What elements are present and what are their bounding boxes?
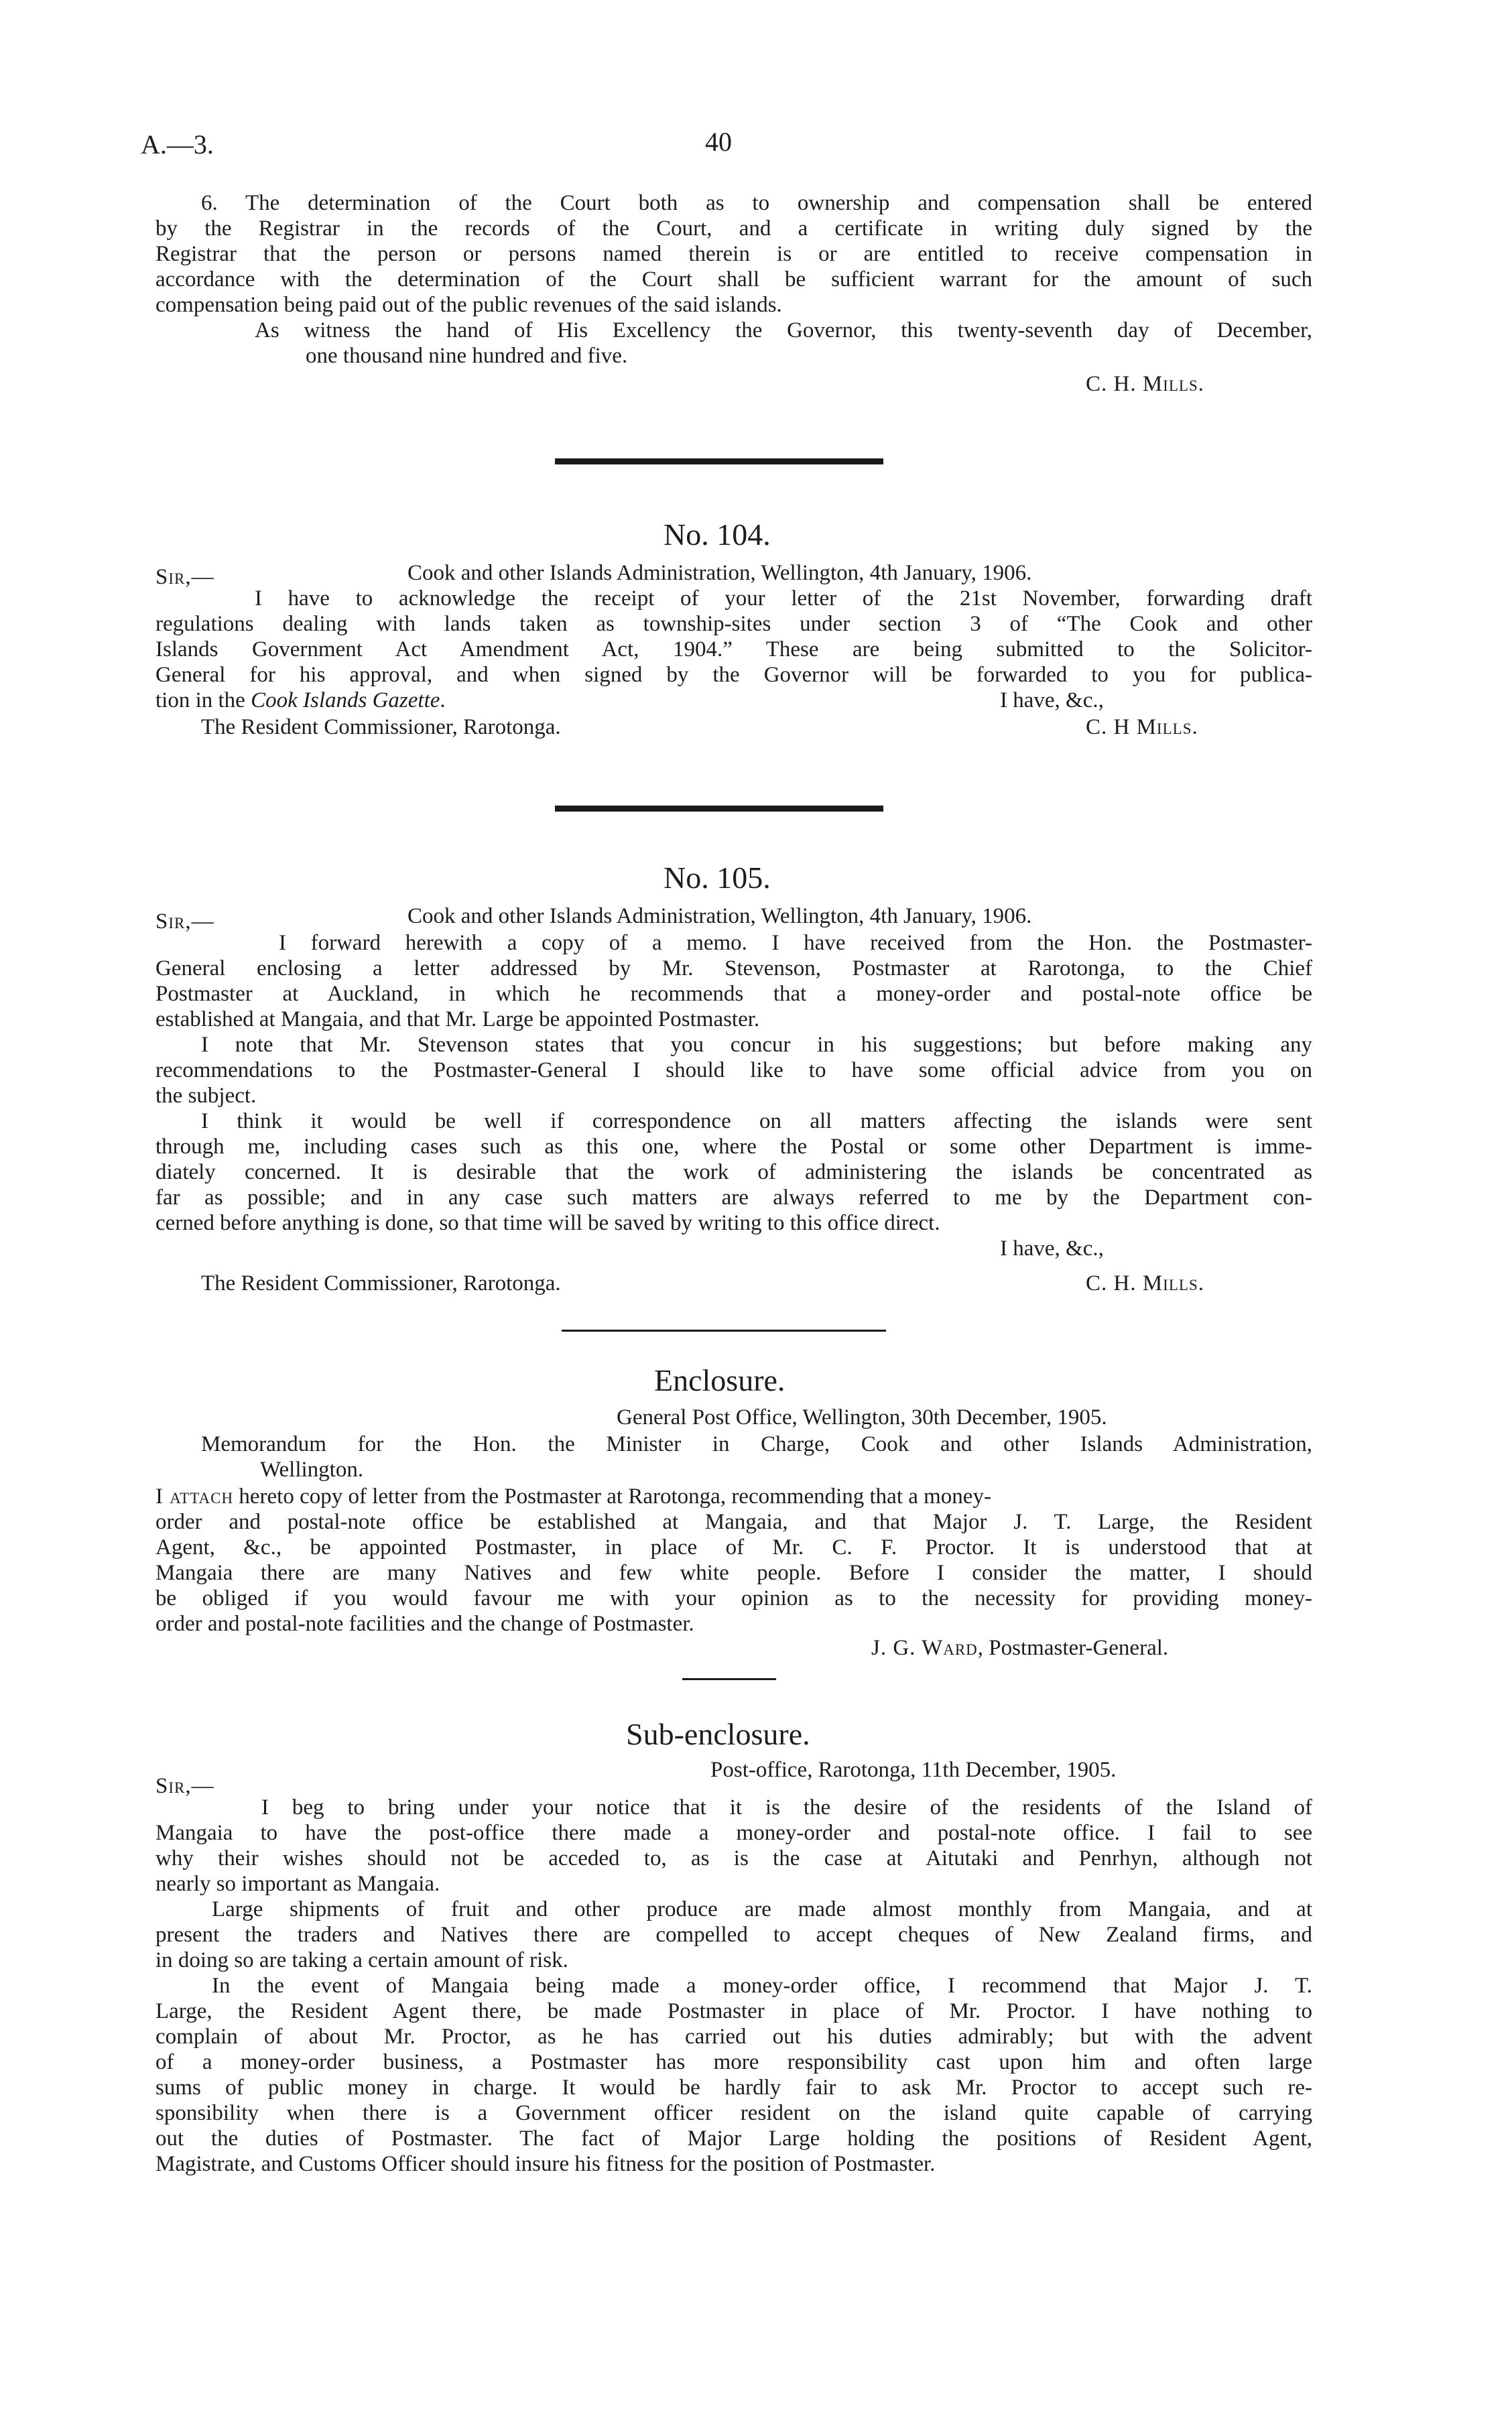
signature-name: J. G. Ward <box>871 1636 978 1660</box>
salutation: Sir,— <box>155 565 214 589</box>
signature: C. H. Mills. <box>1086 372 1204 396</box>
text-line: through me, including cases such as this one, where the Postal or some other Department is imme- <box>155 1135 1312 1159</box>
signature-title: , Postmaster-General. <box>977 1636 1169 1660</box>
text-line: complain of about Mr. Proctor, as he has carried out his duties admirably; but with the advent <box>155 2025 1312 2049</box>
subenclosure-title: Sub-enclosure. <box>626 1717 810 1751</box>
text-line: nearly so important as Mangaia. <box>155 1872 440 1896</box>
text-line: Registrar that the person or persons named therein is or are entitled to receive compensation in <box>155 242 1312 266</box>
text-line: Large, the Resident Agent there, be made Postmaster in place of Mr. Proctor. I have nothing to <box>155 1999 1312 2023</box>
dateline: Post-office, Rarotonga, 11th December, 1905. <box>710 1758 1117 1782</box>
signature: C. H. Mills. <box>1086 1271 1204 1295</box>
text-line: diately concerned. It is desirable that the work of administering the islands be concentrated as <box>155 1160 1312 1184</box>
text-line: Agent, &c., be appointed Postmaster, in place of Mr. C. F. Proctor. It is understood that at <box>155 1535 1312 1560</box>
lead-words: I attach <box>155 1484 234 1509</box>
text-line: present the traders and Natives there are compelled to accept cheques of New Zealand firms, and <box>155 1923 1312 1947</box>
text-line: far as possible; and in any case such matters are always referred to me by the Department con- <box>155 1186 1312 1210</box>
section-divider <box>555 806 883 812</box>
dateline: Cook and other Islands Administration, Wellington, 4th January, 1906. <box>407 904 1032 928</box>
text-line: I beg to bring under your notice that it is the desire of the residents of the Island of <box>261 1795 1312 1820</box>
witness-clause: As witness the hand of His Excellency the Governor, this twenty-seventh day of December, <box>255 318 1312 342</box>
text-line: be obliged if you would favour me with your opinion as to the necessity for providing money- <box>155 1586 1312 1610</box>
text-line: sums of public money in charge. It would be hardly fair to ask Mr. Proctor to accept such re- <box>155 2076 1312 2100</box>
closing: I have, &c., <box>1000 1236 1104 1261</box>
section-divider <box>562 1330 886 1332</box>
text-line: established at Mangaia, and that Mr. Large be appointed Postmaster. <box>155 1007 760 1031</box>
witness-clause: one thousand nine hundred and five. <box>306 344 628 368</box>
text-fragment: tion in the <box>155 688 251 712</box>
letter-title: No. 105. <box>664 861 771 895</box>
text-line: Mangaia to have the post-office there made a money-order and postal-note office. I fail to see <box>155 1821 1312 1845</box>
dateline: General Post Office, Wellington, 30th December, 1905. <box>617 1405 1107 1430</box>
text-fragment: . <box>440 688 446 712</box>
text-line: cerned before anything is done, so that time will be saved by writing to this office direct. <box>155 1211 940 1235</box>
text-line: out the duties of Postmaster. The fact of Major Large holding the positions of Resident Agent, <box>155 2126 1312 2151</box>
text-line: Islands Government Act Amendment Act, 1904.” These are being submitted to the Solicitor- <box>155 637 1312 661</box>
addressee: The Resident Commissioner, Rarotonga. <box>201 1271 561 1295</box>
dateline: Cook and other Islands Administration, Wellington, 4th January, 1906. <box>407 561 1032 585</box>
text-line: Postmaster at Auckland, in which he recommends that a money-order and postal-note office be <box>155 982 1312 1006</box>
memo-heading: Memorandum for the Hon. the Minister in Charge, Cook and other Islands Administration, <box>201 1432 1312 1456</box>
memo-heading: Wellington. <box>260 1458 364 1482</box>
series-code: A.—3. <box>141 129 214 160</box>
closing: I have, &c., <box>1000 688 1104 712</box>
text-line: recommendations to the Postmaster-General I should like to have some official advice from you on <box>155 1058 1312 1082</box>
salutation: Sir,— <box>155 909 214 934</box>
text-line: the subject. <box>155 1084 257 1108</box>
text-line: General enclosing a letter addressed by Mr. Stevenson, Postmaster at Rarotonga, to the Chief <box>155 956 1312 980</box>
text-line: why their wishes should not be acceded to, as is the case at Aitutaki and Penrhyn, although not <box>155 1846 1312 1870</box>
text-line: I forward herewith a copy of a memo. I have received from the Hon. the Postmaster- <box>279 931 1312 955</box>
text-line: by the Registrar in the records of the Court, and a certificate in writing duly signed by the <box>155 216 1312 241</box>
text-line: Mangaia there are many Natives and few white people. Before I consider the matter, I should <box>155 1561 1312 1585</box>
text-line: in doing so are taking a certain amount of risk. <box>155 1948 568 1972</box>
salutation: Sir,— <box>155 1774 214 1798</box>
text-line: order and postal-note facilities and the change of Postmaster. <box>155 1612 694 1636</box>
text-line: Large shipments of fruit and other produce are made almost monthly from Mangaia, and at <box>212 1897 1312 1921</box>
section-divider <box>682 1678 776 1680</box>
signature: C. H Mills. <box>1086 715 1198 739</box>
text-line: I note that Mr. Stevenson states that you concur in his suggestions; but before making any <box>201 1033 1312 1057</box>
gazette-title: Cook Islands Gazette <box>251 688 440 712</box>
text-line: In the event of Mangaia being made a money-order office, I recommend that Major J. T. <box>212 1974 1312 1998</box>
text-line: of a money-order business, a Postmaster has more responsibility cast upon him and often large <box>155 2050 1312 2074</box>
text-line: General for his approval, and when signed by the Governor will be forwarded to you for publica- <box>155 663 1312 687</box>
text-line <box>155 688 446 713</box>
enclosure-title: Enclosure. <box>654 1363 785 1397</box>
text-line: I have to acknowledge the receipt of your letter of the 21st November, forwarding draft <box>255 586 1312 611</box>
text-line: accordance with the determination of the Court shall be sufficient warrant for the amount of such <box>155 267 1312 292</box>
text-line: 6. The determination of the Court both as to ownership and compensation shall be entered <box>201 191 1312 215</box>
page-number: 40 <box>705 127 732 157</box>
section-divider <box>555 458 883 464</box>
text-line <box>155 1484 1312 1509</box>
letter-title: No. 104. <box>664 517 771 552</box>
text-line: Magistrate, and Customs Officer should insure his fitness for the position of Postmaster. <box>155 2152 936 2176</box>
text-line: I think it would be well if correspondence on all matters affecting the islands were sent <box>201 1109 1312 1133</box>
text-line: compensation being paid out of the public revenues of the said islands. <box>155 293 782 317</box>
text-fragment: hereto copy of letter from the Postmaster at Rarotonga, recommending that a money- <box>233 1484 991 1509</box>
text-line: regulations dealing with lands taken as township-sites under section 3 of “The Cook and other <box>155 612 1312 636</box>
text-line: sponsibility when there is a Government officer resident on the island quite capable of carrying <box>155 2101 1312 2125</box>
text-line: order and postal-note office be established at Mangaia, and that Major J. T. Large, the Resident <box>155 1510 1312 1534</box>
signature <box>871 1635 1168 1661</box>
addressee: The Resident Commissioner, Rarotonga. <box>201 715 561 739</box>
